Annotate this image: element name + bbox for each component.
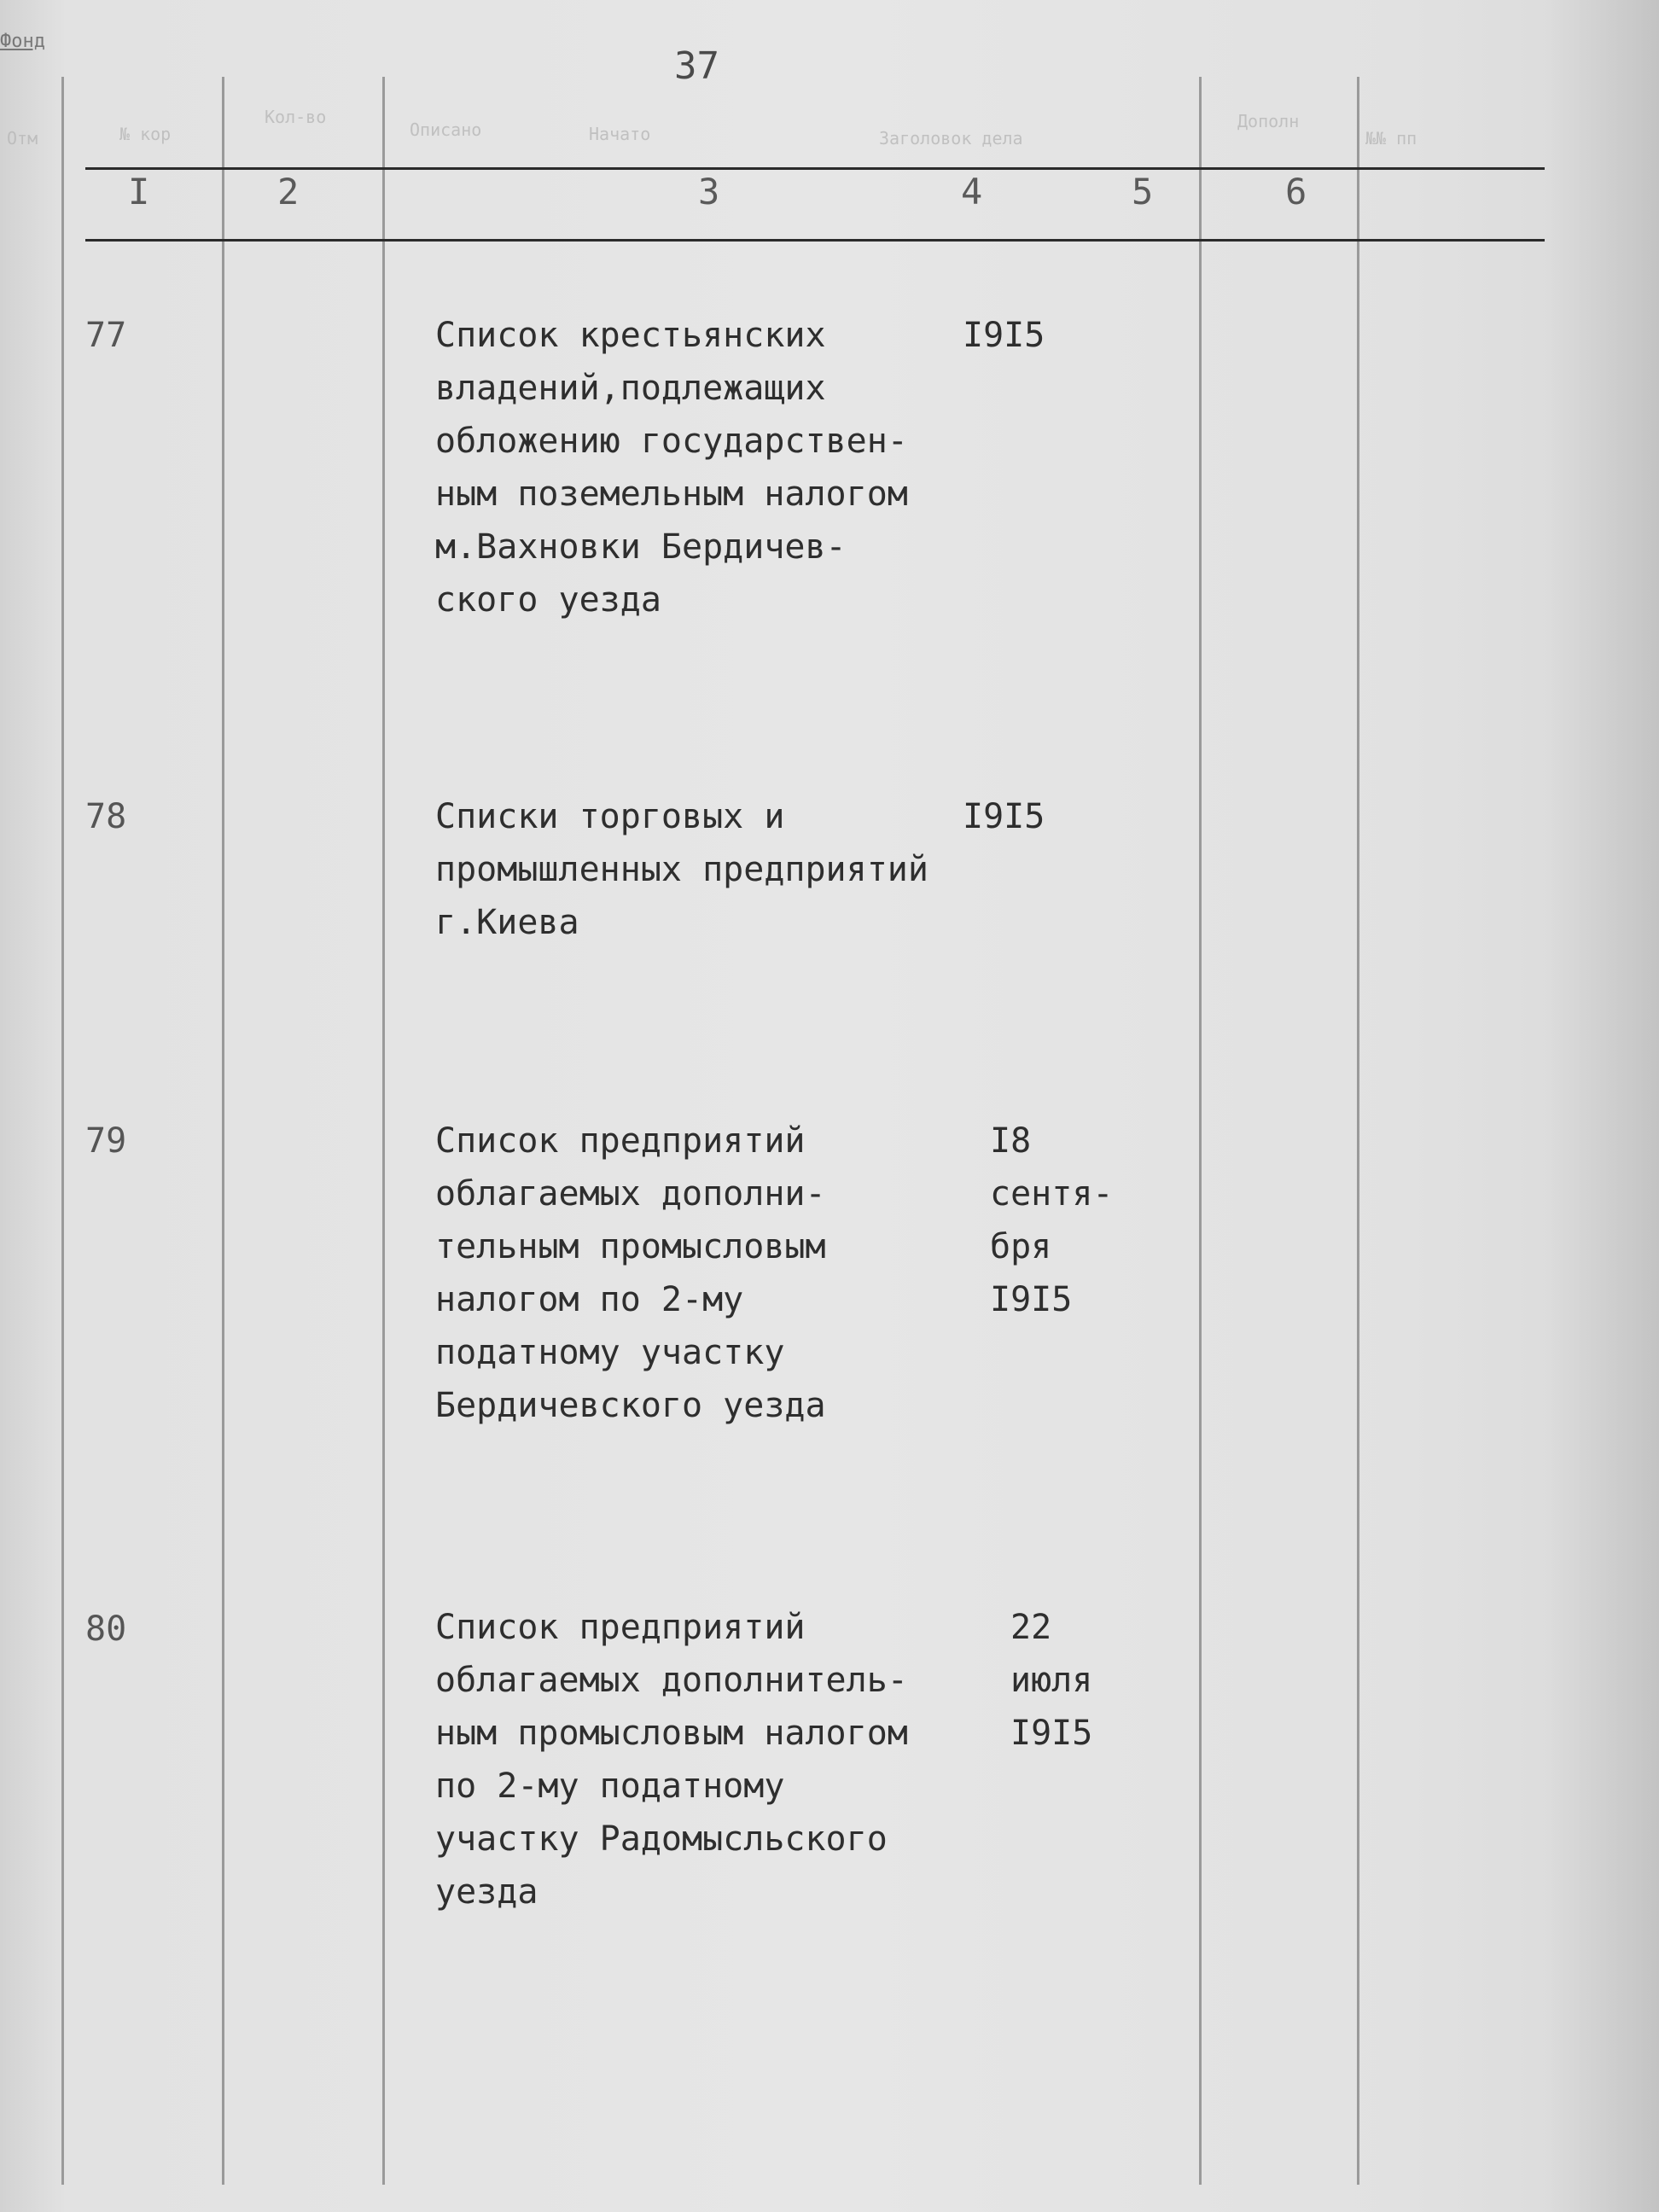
column-number: 6 bbox=[1285, 171, 1307, 212]
header-rule-top bbox=[85, 167, 1545, 170]
header-rule-bottom bbox=[85, 239, 1545, 242]
entry-date: 22 июля I9I5 bbox=[1010, 1608, 1093, 1753]
entry-title: Списки торговых и промышленных предприятий г.Киева bbox=[435, 797, 928, 942]
entry-title: Список предприятий облагаемых дополни- тельным промысловым налогом по 2-му податному участку Бердичевского уезда bbox=[435, 1121, 826, 1425]
entry-title: Список крестьянских владений,подлежащих обложению государствен- ным поземельным налогом м.Вахновки Бердичев- ского уезда bbox=[435, 316, 908, 620]
ghost-header-text: Заголовок дела bbox=[879, 128, 1023, 148]
table-column-rule bbox=[61, 77, 64, 2185]
entry-date: I9I5 bbox=[963, 316, 1045, 355]
entry-number: 78 bbox=[85, 797, 127, 836]
ghost-header-text: Дополн bbox=[1237, 111, 1300, 131]
page-edge-shadow bbox=[1545, 0, 1659, 2212]
table-column-rule bbox=[1357, 77, 1359, 2185]
column-number: 2 bbox=[277, 171, 300, 212]
table-column-rule bbox=[222, 77, 224, 2185]
page-number: 37 bbox=[674, 44, 719, 88]
ghost-header-text: № кор bbox=[119, 124, 172, 144]
ghost-header-text: Отм bbox=[7, 128, 38, 148]
corner-mark: Фонд bbox=[0, 31, 45, 52]
column-number: 5 bbox=[1132, 171, 1154, 212]
entry-date: I8 сентя- бря I9I5 bbox=[990, 1121, 1114, 1319]
entry-number: 79 bbox=[85, 1121, 127, 1161]
ghost-header-text: №№ пп bbox=[1365, 128, 1417, 148]
column-number: 4 bbox=[961, 171, 983, 212]
table-column-rule bbox=[1199, 77, 1202, 2185]
ghost-header-text: Кол-во bbox=[265, 107, 327, 127]
entry-title: Список предприятий облагаемых дополнитель- ным промысловым налогом по 2-му податному участку Радомысльского уезда bbox=[435, 1608, 908, 1912]
column-number: I bbox=[128, 171, 150, 212]
table-column-rule bbox=[382, 77, 385, 2185]
entry-date: I9I5 bbox=[963, 797, 1045, 836]
column-number: 3 bbox=[698, 171, 720, 212]
entry-number: 77 bbox=[85, 316, 127, 355]
ghost-header-text: Описано bbox=[410, 119, 482, 140]
entry-number: 80 bbox=[85, 1610, 127, 1649]
ghost-header-text: Начато bbox=[589, 124, 651, 144]
